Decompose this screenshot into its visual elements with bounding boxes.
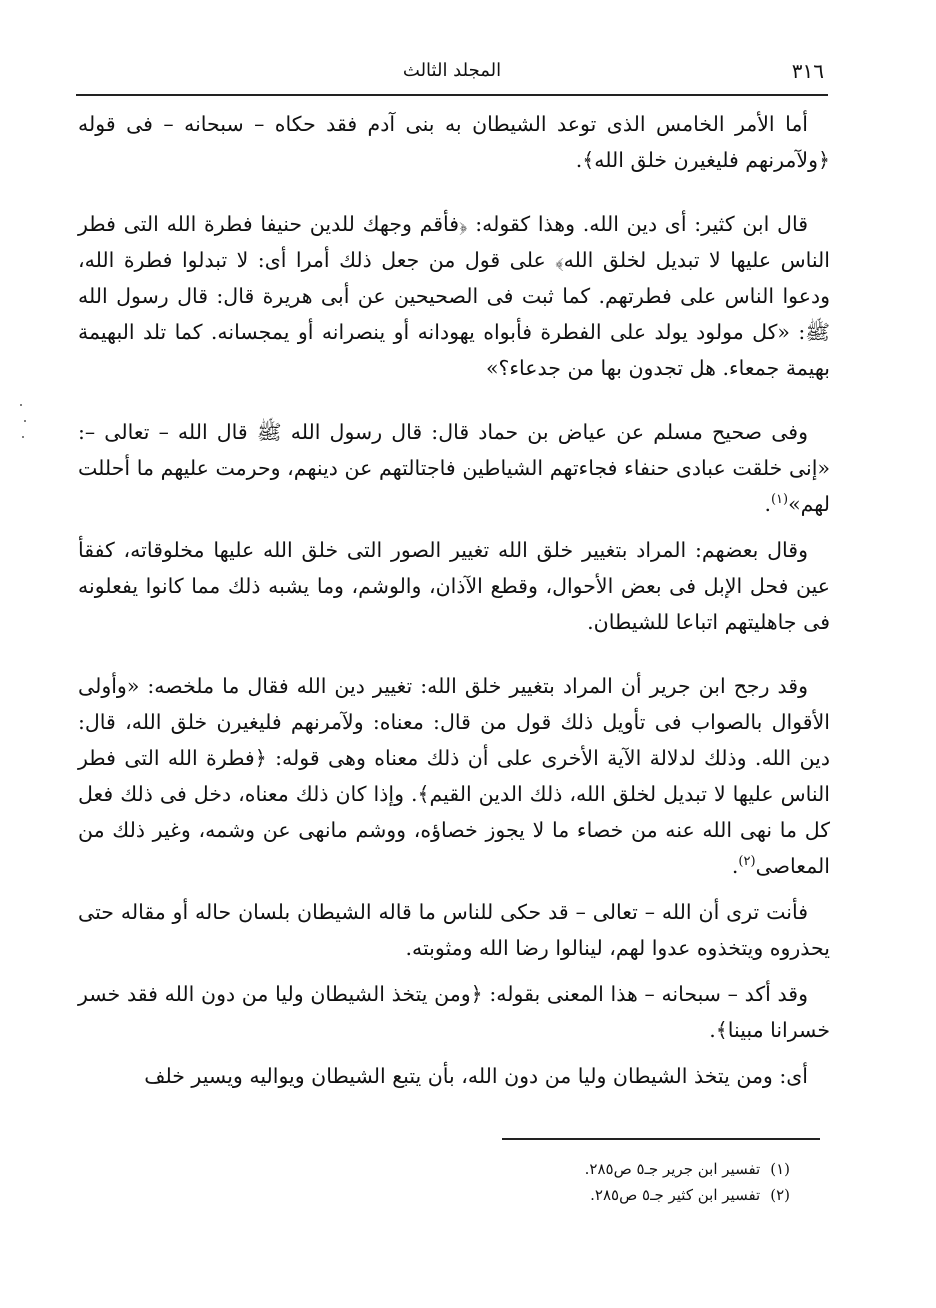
footnote-1 bbox=[190, 1156, 790, 1182]
sentence-end: . bbox=[731, 854, 739, 878]
paragraph-text: أما الأمر الخامس الذى توعد الشيطان به بنى آدم فقد حكاه – سبحانه – فى قوله ﴿ولآمرنهم فليغيرن خلق الله﴾. bbox=[78, 112, 830, 172]
footnote-rule bbox=[502, 1138, 820, 1140]
sentence-end: . bbox=[764, 492, 771, 516]
volume-title: المجلد الثالث bbox=[402, 60, 502, 81]
scan-speck bbox=[22, 436, 24, 438]
paragraph-ibn-kathir bbox=[78, 206, 830, 386]
paragraph-explanation bbox=[78, 1058, 830, 1094]
paragraph-text: وقال بعضهم: المراد بتغيير خلق الله تغيير الصور التى خلق الله عليها مخلوقاته، كفقأ عين فحل الإبل فى بعض الأحوال، وقطع الآذان، والوشم، وما يشبه ذلك مما كانوا يفعلونه فى جاهليتهم اتباعا للشيطان. bbox=[78, 538, 830, 634]
paragraph-text: فأنت ترى أن الله – تعالى – قد حكى للناس ما قاله الشيطان بلسان حاله أو مقاله حتى يحذروه ويتخذوه عدوا لهم، لينالوا رضا الله ومثوبته. bbox=[78, 900, 830, 960]
scan-speck bbox=[20, 404, 22, 406]
paragraph-text: وقد أكد – سبحانه – هذا المعنى بقوله: ﴿ومن يتخذ الشيطان وليا من دون الله فقد خسر خسرانا مبينا﴾. bbox=[78, 982, 830, 1042]
footnote-number: (٢) bbox=[770, 1186, 790, 1204]
footnote-text: تفسير ابن جرير جـ٥ ص٢٨٥. bbox=[584, 1160, 761, 1178]
footnote-ref-1[interactable]: (١) bbox=[770, 492, 789, 508]
paragraph-others-opinion bbox=[78, 532, 830, 640]
scan-speck bbox=[24, 420, 26, 422]
page-number: ٣١٦ bbox=[791, 59, 824, 83]
footnote-ref-2[interactable]: (٢) bbox=[738, 854, 756, 870]
paragraph-sahih-muslim bbox=[78, 414, 830, 522]
paragraph-text: أى: ومن يتخذ الشيطان وليا من دون الله، بأن يتبع الشيطان ويواليه ويسير خلف bbox=[144, 1064, 808, 1088]
paragraph-text: وفى صحيح مسلم عن عياض بن حماد قال: قال رسول الله ﷺ قال الله – تعالى –: «إنى خلقت عبادى حنفاء فجاءتهم الشياطين فاجتالتهم عن دينهم، وحرمت عليهم ما أحللت لهم» bbox=[78, 420, 830, 516]
paragraph-warning bbox=[78, 894, 830, 966]
header-rule bbox=[76, 94, 828, 96]
footnote-text: تفسير ابن كثير جـ٥ ص٢٨٥. bbox=[590, 1186, 761, 1204]
paragraph-text: وقد رجح ابن جرير أن المراد بتغيير خلق الله: تغيير دين الله فقال ما ملخصه: «وأولى الأقوال بالصواب فى تأويل ذلك قول من قال: معناه: ولآمرنهم فليغيرن خلق الله، قال: دين الله. وذلك لدلالة الآية الأخرى على أن ذلك معناه وهى قوله: ﴿فطرة الله التى فطر الناس عليها لا تبديل لخلق الله، ذلك الدين القيم﴾. وإذا كان ذلك معناه، دخل فى ذلك فعل كل ما نهى الله عنه من خصاء ما لا يجوز خصاؤه، ووشم مانهى عن وشمه، وغير ذلك من المعاصى bbox=[78, 674, 830, 878]
page-body bbox=[78, 106, 830, 1094]
paragraph-ibn-jarir bbox=[78, 668, 830, 884]
footnotes bbox=[190, 1156, 790, 1208]
paragraph-emphasis bbox=[78, 976, 830, 1048]
paragraph-text: قال ابن كثير: أى دين الله. وهذا كقوله: ﴿فأقم وجهك للدين حنيفا فطرة الله التى فطر الناس عليها لا تبديل لخلق الله﴾ على قول من جعل ذلك أمرا أى: لا تبدلوا فطرة الله، ودعوا الناس على فطرتهم. كما ثبت فى الصحيحين عن أبى هريرة قال: قال رسول الله ﷺ: «كل مولود يولد على الفطرة فأبواه يهودانه أو ينصرانه أو يمجسانه. كما تلد البهيمة بهيمة جمعاء. هل تجدون بها من جدعاء؟» bbox=[78, 212, 830, 380]
footnote-2 bbox=[190, 1182, 790, 1208]
paragraph-fifth-command bbox=[78, 106, 830, 178]
footnote-number: (١) bbox=[770, 1160, 790, 1178]
page-header bbox=[76, 54, 828, 90]
